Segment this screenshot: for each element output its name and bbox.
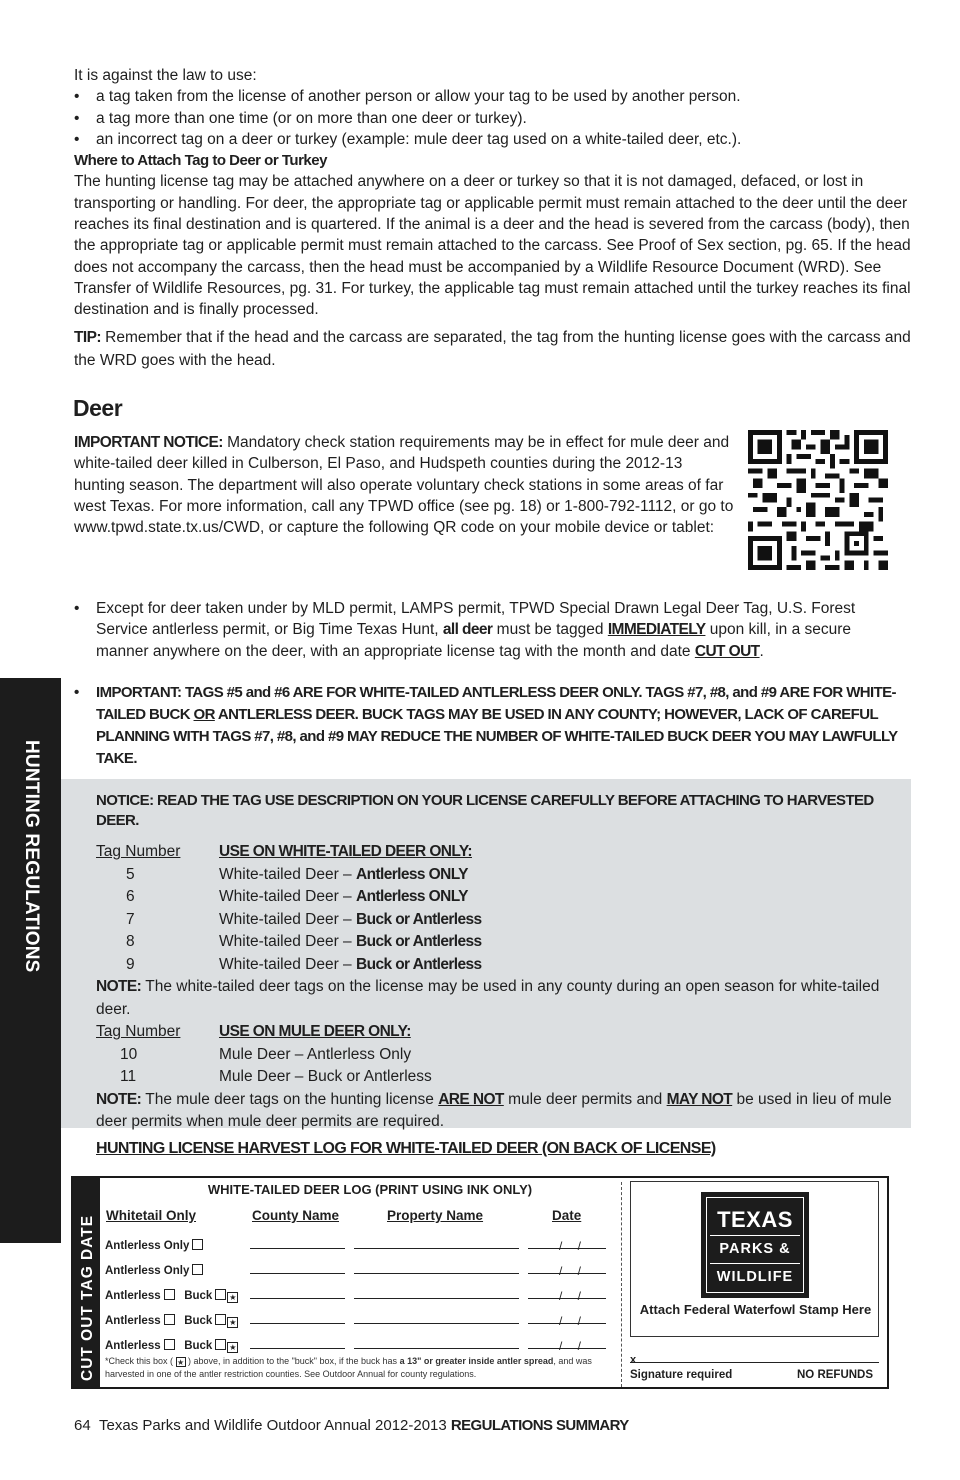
signature-line[interactable] — [630, 1362, 879, 1363]
note-whitetail — [96, 976, 896, 1021]
perforation-divider — [621, 1182, 622, 1387]
tag-number: 7 — [126, 910, 135, 928]
property-field[interactable] — [354, 1323, 519, 1324]
logo-text: PARKS & — [710, 1236, 800, 1264]
text-underlined: OR — [193, 705, 215, 723]
antlerless-only-checkbox[interactable] — [192, 1239, 203, 1250]
tag-row — [96, 886, 896, 909]
property-field[interactable] — [354, 1273, 519, 1274]
page-footer — [74, 1415, 629, 1436]
text: Except for deer taken under by MLD permit, LAMPS permit, TPWD Special Drawn Legal Deer Tag, U.S. Forest Service antlerless permit, or Big Time Texas Hunt, — [96, 600, 856, 639]
deer-bullet-tagging — [74, 598, 904, 662]
antlerless-checkbox[interactable] — [164, 1339, 175, 1350]
qr-code[interactable] — [748, 430, 888, 570]
tag-row — [96, 1066, 896, 1089]
wt-use-header: USE ON WHITE-TAILED DEER ONLY: — [219, 843, 472, 860]
antlerless-only-checkbox[interactable] — [192, 1264, 203, 1275]
tpwd-logo — [701, 1192, 809, 1298]
text: . — [759, 642, 764, 660]
tag-row — [96, 1044, 896, 1067]
page-number: 64 — [74, 1417, 91, 1434]
text: IMPORTANT: TAGS #5 and #6 ARE FOR WHITE-TAILED ANTLERLESS DEER ONLY. TAGS #7, #8, and #9 ARE FOR WHITE-TAILED BUCK — [96, 683, 896, 723]
deer-section-title: Deer — [73, 395, 123, 421]
tag-row — [96, 954, 896, 977]
tag-desc-bold: Antlerless ONLY — [355, 865, 468, 883]
publication-title: Texas Parks and Wildlife Outdoor Annual 2012-2013 — [99, 1417, 447, 1434]
buck-checkbox[interactable] — [215, 1339, 226, 1350]
log-row — [105, 1309, 615, 1327]
log-row — [105, 1259, 615, 1277]
tag-desc: White-tailed Deer – — [219, 933, 356, 950]
county-field[interactable] — [250, 1298, 345, 1299]
county-field[interactable] — [250, 1348, 345, 1349]
col-date: Date — [552, 1208, 582, 1223]
star-box-icon — [176, 1357, 186, 1367]
intro-lead: It is against the law to use: — [74, 67, 257, 84]
tag-number: 11 — [120, 1068, 137, 1085]
buck-label: Buck — [184, 1315, 213, 1327]
text: , and was harvested in one of the antler restriction counties. See Outdoor Annual for county regulations. — [105, 1356, 592, 1379]
county-field[interactable] — [250, 1273, 345, 1274]
deer-bullets — [74, 598, 904, 790]
antler-spread-checkbox[interactable] — [227, 1317, 238, 1328]
note-mule-deer — [96, 1089, 896, 1134]
logo-text: WILDLIFE — [716, 1269, 794, 1285]
date-slashes: / / — [559, 1264, 588, 1278]
tip-paragraph — [74, 326, 914, 372]
signature-x: x — [630, 1354, 637, 1366]
tag-number: 5 — [126, 865, 135, 883]
tag-number: 8 — [126, 933, 135, 950]
intro-bullet: • a tag taken from the license of another person or allow your tag to be used by another person. — [74, 86, 914, 107]
tag-number: 10 — [120, 1045, 138, 1063]
note-text: mule deer permits and — [503, 1090, 667, 1108]
date-slashes: / / — [559, 1239, 588, 1253]
logo-text: TEXAS — [710, 1205, 800, 1236]
col-property: Property Name — [387, 1208, 484, 1223]
no-refunds-label: NO REFUNDS — [797, 1369, 874, 1381]
wt-header-row — [96, 841, 896, 864]
tag-desc: White-tailed Deer – — [219, 910, 356, 928]
text-bold: IMMEDIATELY — [607, 621, 706, 639]
tag-row — [96, 909, 896, 932]
property-field[interactable] — [354, 1348, 519, 1349]
note-label: NOTE: — [96, 1090, 142, 1108]
log-table — [105, 1180, 615, 1379]
text: *Check this box ( — [105, 1356, 176, 1366]
attach-heading: Where to Attach Tag to Deer or Turkey — [74, 152, 327, 170]
deer-bullet-important — [74, 682, 904, 770]
tag-number-header: Tag Number — [96, 843, 181, 860]
note-label: NOTE: — [96, 978, 142, 995]
antlerless-only-label: Antlerless Only — [105, 1240, 190, 1252]
stamp-instruction: Attach Federal Waterfowl Stamp Here — [639, 1302, 872, 1317]
text: must be tagged — [492, 621, 608, 639]
tag-desc-bold: Buck or Antlerless — [355, 910, 482, 928]
intro-section — [74, 65, 914, 372]
md-use-header: USE ON MULE DEER ONLY: — [219, 1023, 411, 1040]
note-text-bold: ARE NOT — [438, 1090, 504, 1108]
note-text: be used in lieu of mule deer permits when mule deer permits are required. — [96, 1090, 892, 1130]
stamp-box — [630, 1181, 879, 1337]
antlerless-label: Antlerless — [105, 1315, 161, 1327]
county-field[interactable] — [250, 1323, 345, 1324]
buck-label: Buck — [184, 1340, 213, 1352]
tag-desc: White-tailed Deer – — [219, 955, 356, 973]
buck-checkbox[interactable] — [215, 1314, 226, 1325]
antlerless-label: Antlerless — [105, 1340, 161, 1352]
intro-bullet: • an incorrect tag on a deer or turkey (example: mule deer tag used on a white-tailed deer, etc.). — [74, 129, 914, 150]
log-row — [105, 1234, 615, 1252]
tag-desc: Mule Deer – Buck or Antlerless — [219, 1068, 432, 1085]
tag-row — [96, 864, 896, 887]
harvest-log-form — [71, 1176, 889, 1389]
text-bold: a 13" or greater inside antler spread — [399, 1356, 554, 1366]
sidebar-label: HUNTING REGULATIONS — [21, 740, 42, 973]
date-slashes: / / — [559, 1314, 588, 1328]
important-notice — [74, 432, 734, 538]
text-bold: all deer — [442, 621, 493, 639]
log-row — [105, 1284, 615, 1302]
tag-number: 6 — [126, 888, 135, 905]
property-field[interactable] — [354, 1248, 519, 1249]
tag-desc: White-tailed Deer – — [219, 888, 356, 905]
tag-desc: White-tailed Deer – — [219, 865, 356, 883]
notice-heading: NOTICE: READ THE TAG USE DESCRIPTION ON YOUR LICENSE CAREFULLY BEFORE ATTACHING TO HARVESTED DEER. — [96, 792, 874, 829]
tip-body: Remember that if the head and the carcass are separated, the tag from the hunting license goes with the carcass and the WRD goes with the head. — [74, 328, 911, 369]
tag-number-header: Tag Number — [96, 1023, 181, 1040]
buck-label: Buck — [184, 1290, 213, 1302]
tag-desc-bold: Buck or Antlerless — [355, 955, 482, 973]
tag-desc-bold: Buck or Antlerless — [355, 933, 482, 950]
harvest-log-heading: HUNTING LICENSE HARVEST LOG FOR WHITE-TAILED DEER (ON BACK OF LICENSE) — [96, 1140, 716, 1157]
buck-checkbox[interactable] — [215, 1289, 226, 1300]
note-text: The mule deer tags on the hunting license — [141, 1090, 439, 1108]
log-footnote — [105, 1355, 615, 1381]
antlerless-only-label: Antlerless Only — [105, 1265, 190, 1277]
text-bold: CUT OUT — [694, 642, 760, 660]
antler-spread-checkbox[interactable] — [227, 1292, 238, 1303]
antlerless-checkbox[interactable] — [164, 1314, 175, 1325]
log-title: WHITE-TAILED DEER LOG (PRINT USING INK ONLY) — [207, 1182, 533, 1197]
col-county: County Name — [252, 1208, 340, 1223]
signature-required-label: Signature required — [630, 1369, 733, 1381]
col-whitetail: Whitetail Only — [106, 1208, 197, 1223]
tip-label: TIP: — [74, 328, 101, 346]
antler-spread-checkbox[interactable] — [227, 1342, 238, 1353]
antlerless-checkbox[interactable] — [164, 1289, 175, 1300]
note-text-bold: MAY NOT — [666, 1090, 733, 1108]
md-header-row — [96, 1021, 896, 1044]
text: upon kill, in a secure manner anywhere on the deer, with an appropriate license tag with the month and date — [96, 621, 852, 660]
antlerless-label: Antlerless — [105, 1290, 161, 1302]
log-row — [105, 1334, 615, 1352]
cutout-tab — [73, 1178, 100, 1387]
tag-notice-box — [61, 779, 911, 1128]
section-name: REGULATIONS SUMMARY — [450, 1417, 629, 1434]
intro-bullet: • a tag more than one time (or on more than one deer or turkey). — [74, 108, 914, 129]
tag-number: 9 — [126, 955, 135, 973]
note-body: The white-tailed deer tags on the license may be used in any county during an open season for white-tailed deer. — [96, 978, 880, 1018]
date-slashes: / / — [559, 1289, 588, 1303]
important-notice-label: IMPORTANT NOTICE: — [74, 434, 223, 451]
section-sidebar-tab — [0, 678, 61, 1243]
date-slashes: / / — [559, 1339, 588, 1353]
county-field[interactable] — [250, 1248, 345, 1249]
text: ANTLERLESS DEER. BUCK TAGS MAY BE USED IN ANY COUNTY; HOWEVER, LACK OF CAREFUL PLANNING WITH TAGS #7, #8, and #9 MAY REDUCE THE NUMBER OF WHITE-TAILED BUCK DEER YOU MAY LAWFULLY TAKE. — [96, 705, 898, 767]
cutout-label: CUT OUT TAG DATE — [79, 1214, 96, 1381]
important-notice-body: Mandatory check station requirements may be in effect for mule deer and white-tailed deer killed in Culberson, El Paso, and Hudspeth counties during the 2012-13 hunting season. The department will also operate voluntary check stations in some areas of far west Texas. For more information, call any TPWD office (see pg. 18) or 1-800-792-1112, or go to www.tpwd.state.tx.us/CWD, or capture the following QR code on your mobile device or tablet: — [74, 434, 734, 537]
tag-desc-bold: Antlerless ONLY — [355, 888, 468, 905]
attach-body: The hunting license tag may be attached anywhere on a deer or turkey so that it is not damaged, defaced, or lost in transporting or handling. For deer, the appropriate tag or applicable permit must remain attached to the deer until the deer reaches its final destination and is quartered. If the animal is a deer and the head is severed from the carcass (body), then the appropriate tag or applicable permit must remain attached to the carcass. See Proof of Sex section, pg. 65. If the head does not accompany the carcass, then the head must be accompanied by a Wildlife Resource Document (WRD). See Transfer of Wildlife Resources, pg. 31. For turkey, the applicable tag must remain attached until the turkey reaches its final destination and is finally processed. — [74, 173, 911, 319]
tag-desc: Mule Deer – Antlerless Only — [219, 1045, 412, 1063]
tag-row — [96, 931, 896, 954]
text: ) above, in addition to the "buck" box, if the buck has — [185, 1356, 400, 1366]
property-field[interactable] — [354, 1298, 519, 1299]
